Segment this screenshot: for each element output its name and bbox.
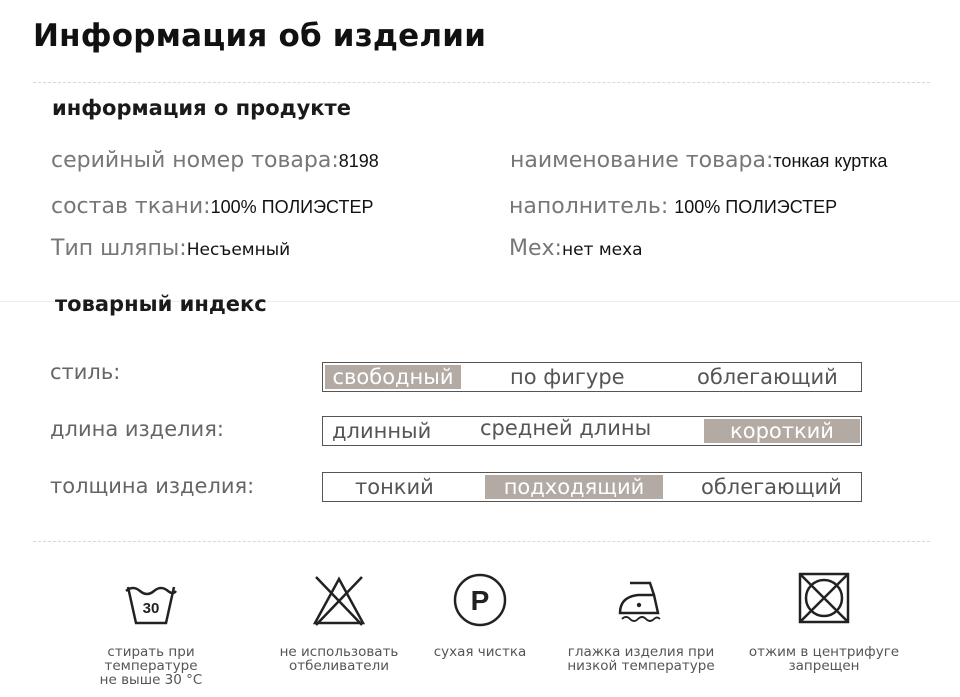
length-option-short: короткий — [704, 419, 860, 443]
info-serial-number — [51, 148, 379, 173]
info-value: нет меха — [561, 240, 643, 260]
info-value: тонкая куртка — [773, 151, 888, 171]
care-text-line: не использовать — [279, 644, 399, 660]
index-label-length: длина изделия: — [50, 417, 224, 441]
info-value: Несъемный — [186, 240, 291, 260]
care-iron — [551, 565, 731, 673]
wash-30-icon — [116, 565, 186, 635]
info-hood-type — [51, 236, 290, 261]
thickness-scale — [322, 472, 862, 502]
no-tumble-dry-icon — [789, 565, 859, 635]
length-option-medium: средней длины — [480, 416, 652, 440]
info-label: состав ткани: — [51, 194, 211, 219]
index-label-thickness: толщина изделия: — [50, 474, 255, 498]
top-divider — [33, 82, 930, 83]
info-label: наполнитель: — [509, 194, 669, 219]
page-title: Информация об изделии — [33, 18, 487, 54]
care-text-line: не выше 30 °C — [99, 672, 203, 688]
length-option-long: длинный — [332, 419, 432, 443]
product-info-title: информация о продукте — [52, 96, 351, 120]
info-value: 100% ПОЛИЭСТЕР — [674, 197, 838, 217]
no-bleach-icon — [304, 565, 374, 635]
dry-clean-icon — [445, 565, 515, 635]
style-option-tight: облегающий — [697, 365, 838, 389]
info-label: Тип шляпы: — [51, 236, 187, 261]
info-value: 100% ПОЛИЭСТЕР — [210, 197, 374, 217]
care-text-line: стирать при температуре — [104, 644, 198, 674]
dry-clean-letter: P — [470, 585, 490, 616]
style-option-loose: свободный — [325, 365, 461, 389]
care-text-line: запрещен — [788, 658, 860, 674]
care-text-line: сухая чистка — [433, 644, 527, 660]
info-product-name — [510, 148, 887, 173]
thickness-option-thin: тонкий — [355, 475, 434, 499]
info-value: 8198 — [338, 151, 379, 171]
info-fabric — [51, 194, 373, 219]
style-option-fitted: по фигуре — [510, 365, 625, 389]
care-wash — [61, 565, 241, 687]
info-label: Мех: — [509, 236, 562, 261]
iron-low-icon — [606, 565, 676, 635]
thickness-option-medium: подходящий — [485, 475, 663, 499]
info-label: серийный номер товара: — [51, 148, 339, 173]
thickness-option-thick: облегающий — [701, 475, 842, 499]
index-label-style: стиль: — [50, 360, 121, 384]
care-dry-clean — [390, 565, 570, 659]
product-index-title: товарный индекс — [55, 292, 267, 316]
care-tumble — [734, 565, 914, 673]
style-scale — [322, 362, 862, 392]
care-text-line: низкой температуре — [567, 658, 715, 674]
care-text-line: глажка изделия при — [567, 644, 715, 660]
length-scale — [322, 416, 862, 446]
info-filler — [509, 194, 837, 219]
care-text-line: отбеливатели — [289, 658, 389, 674]
wash-temp-text: 30 — [142, 600, 160, 617]
info-fur — [509, 236, 643, 261]
care-divider — [33, 541, 930, 542]
info-label: наименование товара: — [510, 148, 774, 173]
care-text-line: отжим в центрифуге — [748, 644, 900, 660]
